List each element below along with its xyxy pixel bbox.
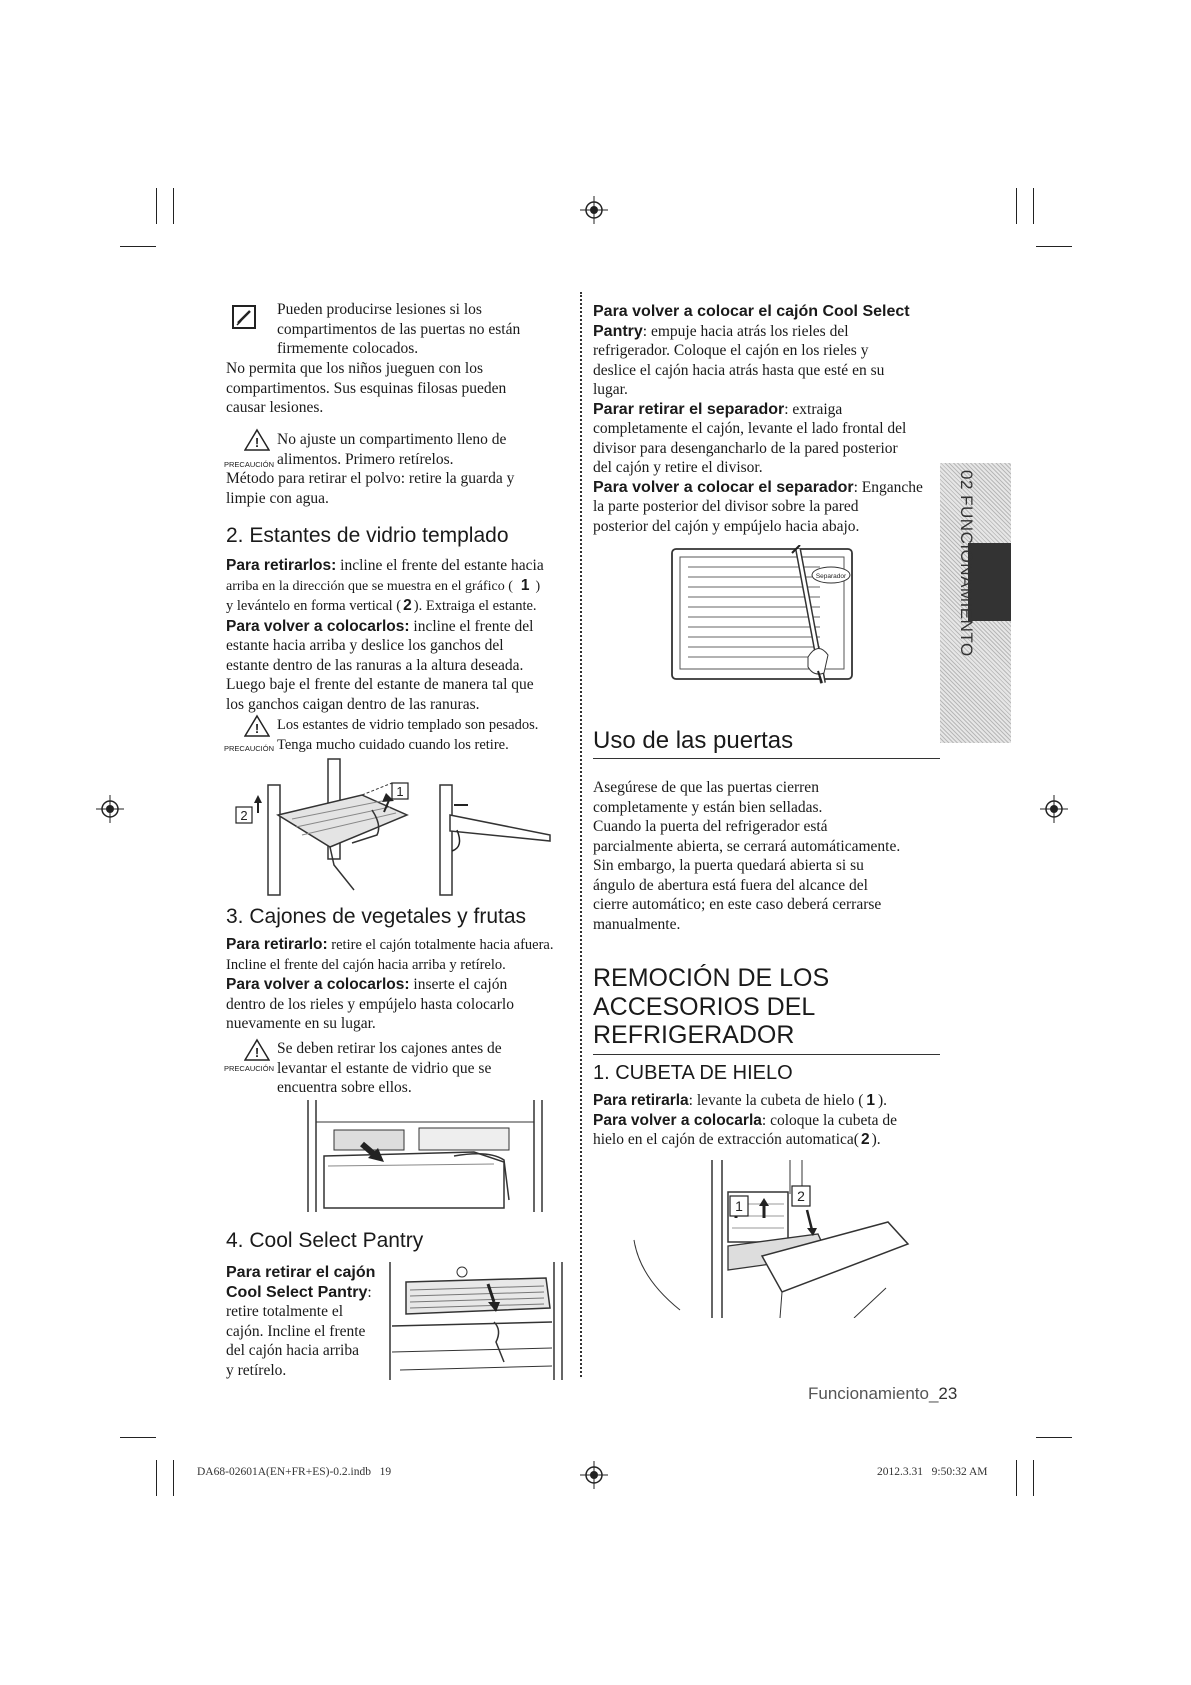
print-timestamp: 2012.3.31 9:50:32 AM bbox=[877, 1466, 988, 1478]
paragraph: Método para retirar el polvo: retire la guarda y limpie con agua. bbox=[226, 470, 515, 507]
warning-triangle-icon bbox=[244, 428, 270, 452]
footer-section: Funcionamiento_ bbox=[808, 1384, 939, 1403]
registration-mark-icon bbox=[96, 795, 124, 823]
side-tab-label: 02 FUNCIONAMIENTO bbox=[957, 470, 976, 657]
ice-figure-label-2: 2 bbox=[797, 1188, 805, 1204]
registration-mark-icon bbox=[580, 196, 608, 224]
section-heading: 3. Cajones de vegetales y frutas bbox=[226, 905, 527, 928]
cubeta-text: Para retirarla: levante la cubeta de hielo ( 1 ). Para volver a colocarla: coloque la cubeta de hielo en el cajón de extracción automatica( 2 ). bbox=[593, 1092, 898, 1148]
column-divider bbox=[580, 292, 582, 1377]
page-footer bbox=[808, 1384, 957, 1404]
caution-text: No ajuste un compartimento lleno de alimentos. Primero retírelos. bbox=[277, 431, 507, 468]
estantes-text: Para retirarlos: incline el frente del estante hacia arriba en la dirección que se muestra en el gráfico ( 1 ) y levántelo en forma vertical ( 2 ). Extraiga el estante. Para volver a colocarlos: incline el frente del estante hacia arriba y deslice los ganchos del estante dentro de las ranuras a la altura deseada. Luego baje el frente del estante de manera tal que los ganchos caigan dentro de las ranuras. bbox=[226, 557, 544, 713]
vegetable-drawer-illustration bbox=[304, 1100, 548, 1212]
caution-label: PRECAUCIÓN bbox=[224, 460, 275, 469]
caution-label: PRECAUCIÓN bbox=[224, 744, 275, 753]
svg-text:!: ! bbox=[254, 1045, 260, 1060]
svg-text:!: ! bbox=[254, 721, 260, 736]
cool-select-replace-text: Para volver a colocar el cajón Cool Select Pantry: empuje hacia atrás los rieles del refrigerador. Coloque el cajón en los rieles y deslice el cajón hacia atrás hasta que esté en su lugar. Parar retirar el separador: extraiga completamente el cajón, levante el lado frontal del divisor para desengancharlo de la pared posterior del cajón y retire el divisor. Para volver a colocar el separador: Enganche la parte posterior del divisor sobre la pared posterior del cajón y empújelo hacia abajo. bbox=[593, 303, 923, 535]
uso-puertas-text: Asegúrese de que las puertas cierren completamente y están bien selladas. Cuando la puerta del refrigerador está parcialmente abierta, se cerrará automáticamente. Sin embargo, la puerta quedará abierta si su ángulo de abertura está fuera del alcance del cierre automático; en este caso deberá cerrarse manualmente. bbox=[593, 779, 901, 933]
paragraph: No permita que los niños jueguen con los compartimentos. Sus esquinas filosas pueden causar lesiones. bbox=[226, 360, 507, 416]
cajones-text: Para retirarlo: retire el cajón totalmente hacia afuera. Incline el frente del cajón hacia arriba y retírelo. Para volver a colocarlos: inserte el cajón dentro de los rieles y empújelo hasta colocarlo nuevamente en su lugar. bbox=[226, 936, 554, 1032]
registration-mark-icon bbox=[580, 1461, 608, 1489]
cool-select-text: Para retirar el cajón Cool Select Pantry: retire totalmente el cajón. Incline el frente del cajón hacia arriba y retírelo. bbox=[226, 1264, 376, 1379]
separator-illustration bbox=[668, 545, 856, 687]
note-text: Pueden producirse lesiones si los compartimentos de las puertas no están firmemente colocados. bbox=[277, 301, 521, 357]
heading-rule bbox=[593, 1054, 940, 1055]
ice-figure-label-1: 1 bbox=[735, 1198, 743, 1214]
warning-triangle-icon bbox=[244, 714, 270, 738]
main-heading: REMOCIÓN DE LOS ACCESORIOS DEL REFRIGERADOR bbox=[593, 964, 830, 1049]
page-number: 23 bbox=[938, 1384, 958, 1403]
section-heading: 2. Estantes de vidrio templado bbox=[226, 524, 509, 547]
heading-rule bbox=[593, 758, 940, 759]
ice-bucket-illustration bbox=[632, 1160, 912, 1318]
shelf-figure-label-2: 2 bbox=[240, 808, 248, 823]
shelf-figure-label-1: 1 bbox=[396, 784, 404, 799]
section-heading: 4. Cool Select Pantry bbox=[226, 1229, 424, 1252]
section-heading: 1. CUBETA DE HIELO bbox=[593, 1062, 793, 1084]
note-icon bbox=[232, 305, 256, 329]
section-heading: Uso de las puertas bbox=[593, 727, 794, 754]
warning-triangle-icon bbox=[244, 1038, 270, 1062]
svg-text:!: ! bbox=[254, 435, 260, 450]
caution-label: PRECAUCIÓN bbox=[224, 1064, 275, 1073]
separator-label: Separador bbox=[815, 573, 847, 580]
cool-select-pantry-illustration bbox=[386, 1262, 566, 1380]
registration-mark-icon bbox=[1040, 795, 1068, 823]
print-file-info: DA68-02601A(EN+FR+ES)-0.2.indb 19 bbox=[197, 1466, 392, 1478]
shelf-removal-illustration bbox=[232, 755, 562, 900]
caution-text: Se deben retirar los cajones antes de levantar el estante de vidrio que se encuentra sobre ellos. bbox=[277, 1040, 502, 1096]
caution-text: Los estantes de vidrio templado son pesados. Tenga mucho cuidado cuando los retire. bbox=[277, 717, 539, 753]
